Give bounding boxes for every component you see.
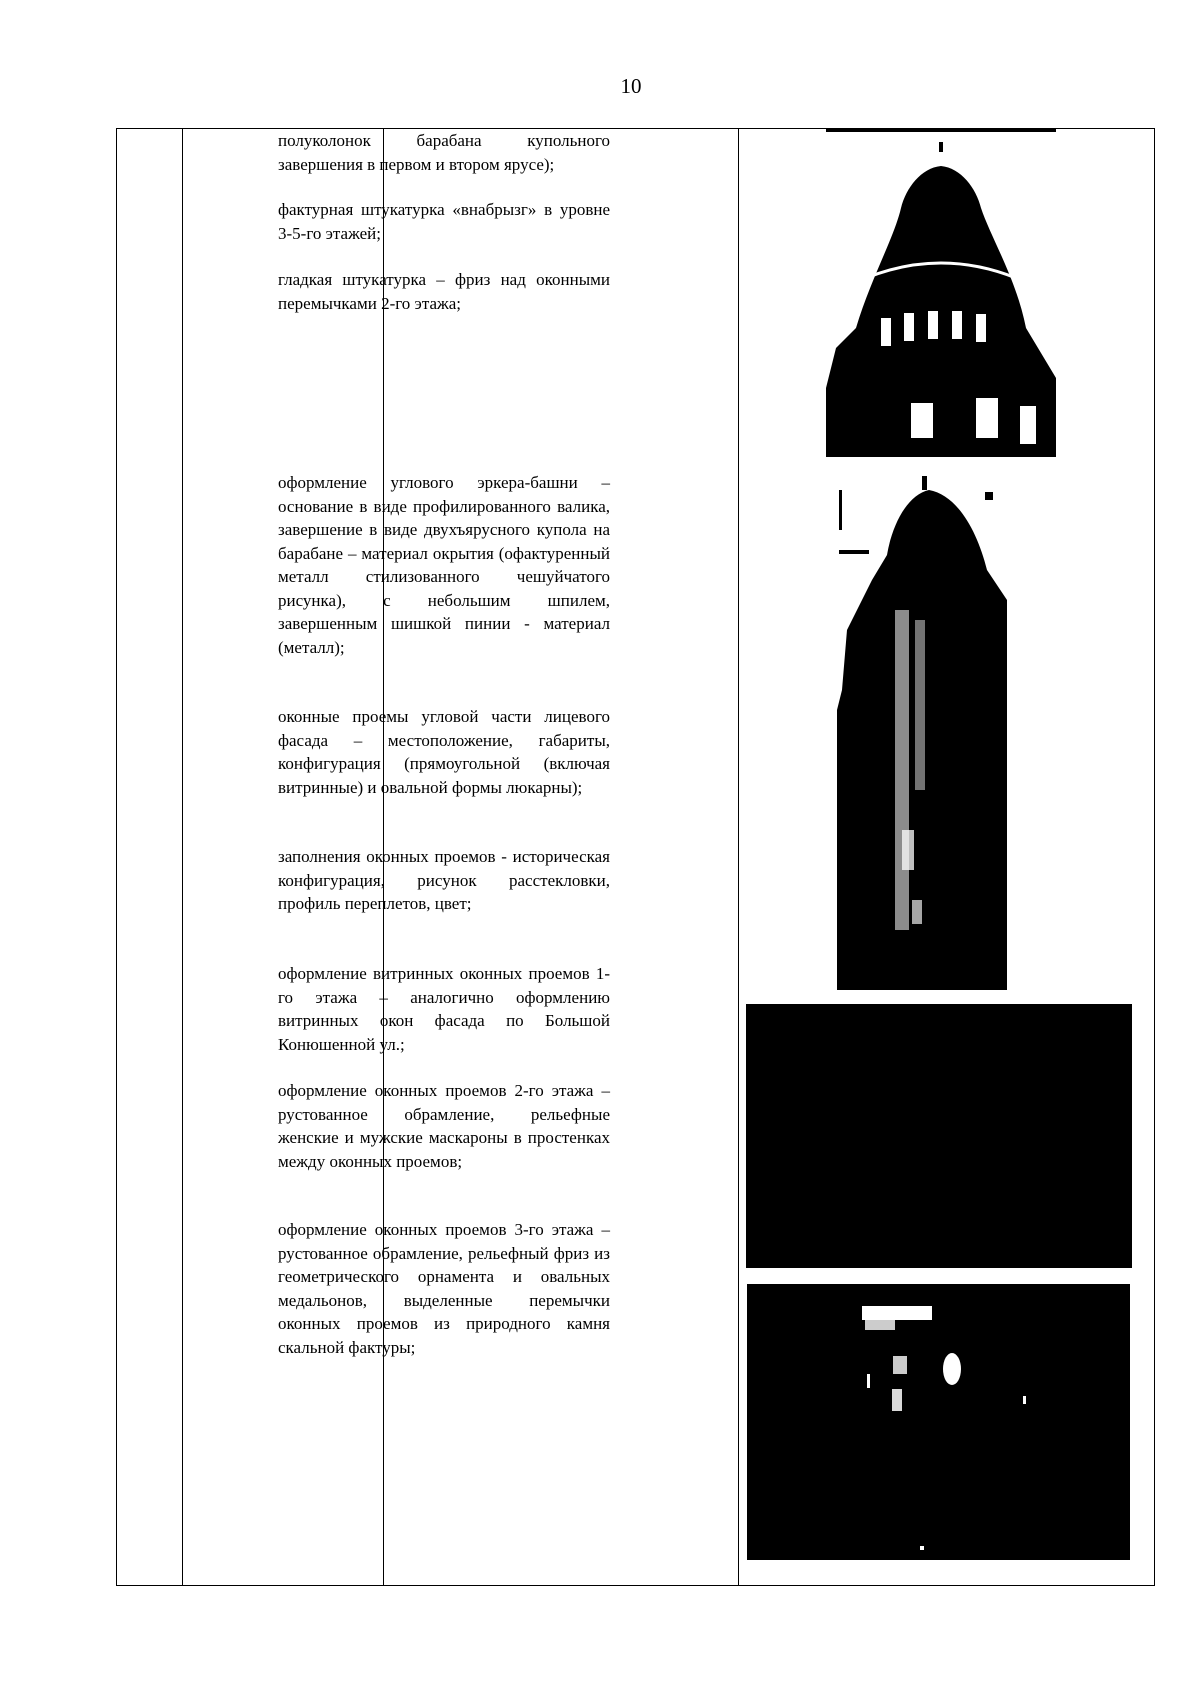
- facade-dark-image: [746, 1004, 1132, 1268]
- description-block: [278, 268, 610, 315]
- description-item: заполнения оконных проемов - историческая конфигурация, рисунок расстекловки, профиль переплетов, цвет;: [278, 847, 610, 913]
- description-block: [278, 705, 610, 799]
- description-item: оконные проемы угловой части лицевого фасада – местоположение, габариты, конфигурация (прямоугольной (включая витринные) и овальной формы люкарны);: [278, 707, 610, 797]
- column-divider: [182, 129, 183, 1585]
- page-number: 10: [620, 74, 642, 98]
- dome-tower-image: [826, 128, 1056, 457]
- facade-detail-image: [747, 1284, 1130, 1560]
- description-item: оформление витринных оконных проемов 1-го этажа – аналогично оформлению витринных окон фасада по Большой Конюшенной ул.;: [278, 964, 610, 1054]
- column-divider: [738, 129, 739, 1585]
- description-item: оформление углового эркера-башни – основание в виде профилированного валика, завершение в виде двухъярусного купола на барабане – материал окрытия (офактуренный металл стилизованного чешуйчатого рисунка), с небольшим шпилем, завершенным шишкой пинии - материал (металл);: [278, 473, 610, 657]
- description-item: гладкая штукатурка – фриз над оконными перемычками 2-го этажа;: [278, 270, 610, 313]
- description-item: полуколонок барабана купольного завершения в первом и втором ярусе);: [278, 131, 610, 174]
- description-item: фактурная штукатурка «внабрызг» в уровне 3-5-го этажей;: [278, 200, 610, 243]
- description-block: [278, 129, 610, 176]
- photo-facade-detail: [747, 1284, 1130, 1560]
- photo-corner-tower: [837, 470, 1007, 990]
- description-block: [278, 962, 610, 1056]
- description-item: оформление оконных проемов 3-го этажа – рустованное обрамление, рельефный фриз из геометрического орнамента и овальных медальонов, выделенные перемычки оконных проемов из природного камня скальной фактуры;: [278, 1220, 610, 1357]
- photo-facade-dark: [746, 1004, 1132, 1268]
- description-block: [278, 1218, 610, 1359]
- corner-tower-image: [837, 470, 1007, 990]
- photo-dome-tower: [826, 128, 1056, 457]
- description-block: [278, 845, 610, 916]
- description-item: оформление оконных проемов 2-го этажа – рустованное обрамление, рельефные женские и мужские маскароны в простенках между оконных проемов;: [278, 1081, 610, 1171]
- description-block: [278, 1079, 610, 1173]
- description-block: [278, 198, 610, 245]
- description-block: [278, 471, 610, 659]
